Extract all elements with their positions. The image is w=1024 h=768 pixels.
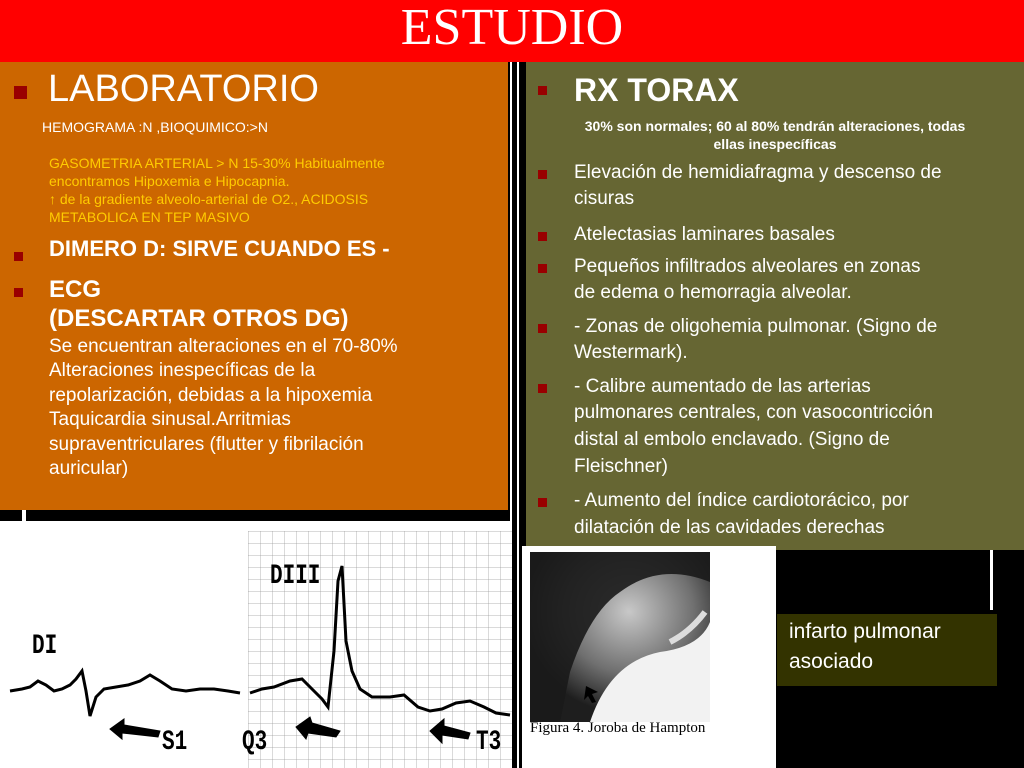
gasometria-line-4: METABOLICA EN TEP MASIVO xyxy=(49,209,250,225)
lead-di-label: DI xyxy=(32,631,58,662)
ecg-heading: ECG xyxy=(49,276,102,303)
gasometria-line-2: encontramos Hipoxemia e Hipocapnia. xyxy=(49,173,290,189)
rx-torax-panel xyxy=(526,62,1024,550)
lead-diii-label: DIII xyxy=(270,561,321,592)
hemograma-text: HEMOGRAMA :N ,BIOQUIMICO:>N xyxy=(42,119,268,135)
gasometria-line-3-text: de la gradiente alveolo-arterial de O2., ACIDOSIS xyxy=(56,191,369,207)
infarct-note-line-1: infarto pulmonar xyxy=(789,620,941,643)
bullet-icon xyxy=(538,498,547,507)
gasometria-line-3 xyxy=(49,191,368,207)
ecg-line-1: Se encuentran alteraciones en el 70-80% xyxy=(49,336,398,357)
rx-item-4-line-1: - Zonas de oligohemia pulmonar. (Signo de xyxy=(574,316,938,337)
rx-item-5-line-1: - Calibre aumentado de las arterias xyxy=(574,376,871,397)
dimero-d-text: DIMERO D: SIRVE CUANDO ES - xyxy=(49,236,390,261)
arrow-left-icon xyxy=(296,717,340,739)
infarct-note-box xyxy=(777,614,997,686)
arrow-left-icon xyxy=(110,719,160,739)
rx-item-5-line-3: distal al embolo enclavado. (Signo de xyxy=(574,429,890,450)
ecg-line-2: Alteraciones inespecíficas de la xyxy=(49,360,316,381)
ecg-line-5: supraventriculares (flutter y fibrilación xyxy=(49,434,364,455)
xray-image xyxy=(530,552,768,722)
rx-intro-line-2: ellas inespecíficas xyxy=(713,136,837,152)
rx-intro-line-1: 30% son normales; 60 al 80% tendrán alteraciones, todas xyxy=(584,118,966,134)
rx-item-4-line-2: Westermark). xyxy=(574,342,688,363)
rx-item-1-line-2: cisuras xyxy=(574,188,635,209)
bullet-icon xyxy=(14,86,27,99)
ecg-line-3: repolarización, debidas a la hipoxemia xyxy=(49,385,373,406)
laboratorio-panel xyxy=(0,62,508,510)
t3-label: T3 xyxy=(476,727,502,758)
xray-figure xyxy=(522,546,776,768)
q3-label: Q3 xyxy=(242,727,268,758)
rx-item-3-line-1: Pequeños infiltrados alveolares en zonas xyxy=(574,256,921,277)
bullet-icon xyxy=(538,264,547,273)
rx-item-2-line-1: Atelectasias laminares basales xyxy=(574,224,835,245)
rx-torax-heading: RX TORAX xyxy=(574,72,739,108)
s1-label: S1 xyxy=(162,727,188,758)
ecg-figure xyxy=(0,521,512,768)
bullet-icon xyxy=(14,252,23,261)
rx-item-5-line-2: pulmonares centrales, con vasocontricción xyxy=(574,402,934,423)
ecg-subheading: (DESCARTAR OTROS DG) xyxy=(49,305,349,332)
divider-stub-right xyxy=(990,550,993,610)
bullet-icon xyxy=(538,384,547,393)
rx-item-3-line-2: de edema o hemorragia alveolar. xyxy=(574,282,852,303)
slide-title: ESTUDIO xyxy=(400,0,624,56)
bullet-icon xyxy=(538,232,547,241)
bullet-icon xyxy=(538,170,547,179)
arrow-left-icon xyxy=(430,719,470,743)
rx-item-6-line-1: - Aumento del índice cardiotorácico, por xyxy=(574,490,909,511)
rx-item-6-line-2: dilatación de las cavidades derechas xyxy=(574,517,885,538)
bullet-icon xyxy=(538,324,547,333)
arrow-up-icon: ↑ xyxy=(49,191,56,207)
gasometria-line-1: GASOMETRIA ARTERIAL > N 15-30% Habitualmente xyxy=(49,155,385,171)
infarct-note-line-2: asociado xyxy=(789,650,874,673)
bullet-icon xyxy=(14,288,23,297)
rx-item-1-line-1: Elevación de hemidiafragma y descenso de xyxy=(574,162,942,183)
rx-item-5-line-4: Fleischner) xyxy=(574,456,668,477)
laboratorio-heading: LABORATORIO xyxy=(48,68,319,110)
ecg-line-6: auricular) xyxy=(49,458,129,479)
ecg-line-4: Taquicardia sinusal.Arritmias xyxy=(49,409,291,430)
xray-caption: Figura 4. Joroba de Hampton xyxy=(530,720,706,736)
bullet-icon xyxy=(538,86,547,95)
